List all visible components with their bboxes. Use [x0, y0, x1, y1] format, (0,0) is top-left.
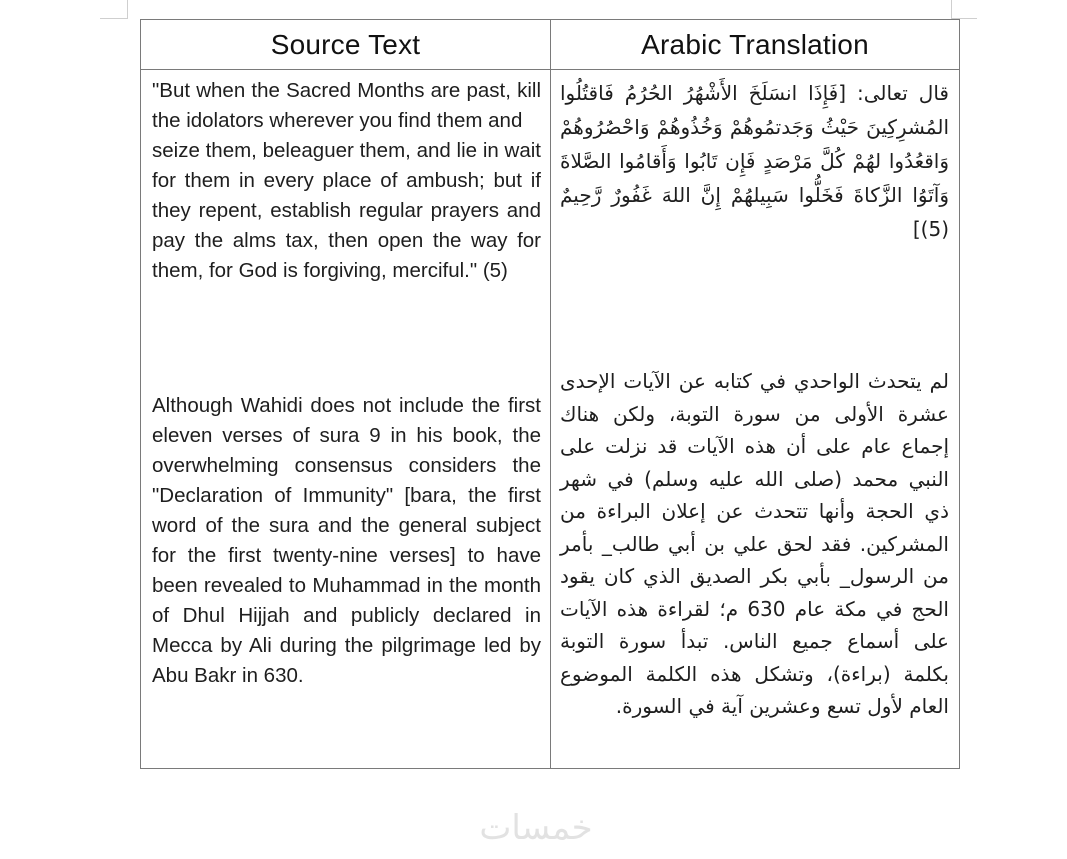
- source-commentary-text: Although Wahidi does not include the first eleven verses of sura 9 in his book, the overwhelming consensus considers the "Declaration of Immunity" [bara, the first word of the sura and the general subject for the first twenty-nine verses] to have been revealed to Muhammad in the month of Dhul Hijjah and publicly declared in Mecca by Ali during the pilgrimage led by Abu Bakr in 630.: [152, 394, 541, 687]
- khamsat-watermark-logo: خمسات: [479, 808, 593, 848]
- source-verse-line-2: seize them, beleaguer them, and lie in wait for them in every place of ambush; but if they repent, establish regular prayers and pay the alms tax, then open the way for them, for God is forgiving, merciful." (5): [152, 139, 541, 282]
- arabic-verse-text: قال تعالى: [فَإِذَا انسَلَخَ الأَشْهُرُ الحُرُمُ فَاقتُلُوا المُشرِكِينَ حَيْثُ وَجَدتمُوهُمْ وَخُذُوهُمْ وَاحْصُرُوهُمْ وَاقعُدُوا لهُمْ كُلَّ مَرْصَدٍ فَإِن تَابُوا وَأَقامُوا الصَّلاةَ وَآتَوُا الزَّكاةَ فَخَلُّوا سَبِيلهُمْ إِنَّ اللهَ غَفُورٌ رَّحِيمٌ (5)]: [560, 81, 949, 241]
- page-corner-mark-right: [951, 0, 952, 18]
- arabic-commentary-text: لم يتحدث الواحدي في كتابه عن الآيات الإحدى عشرة الأولى من سورة التوبة، ولكن هناك إجماع عام على أن هذه الآيات قد نزلت على النبي محمد (صلى الله عليه وسلم) في شهر ذي الحجة وأنها تتحدث عن إعلان البراءة من المشركين. فقد لحق علي بن أبي طالب_ بأمر من الرسول_ بأبي بكر الصديق الذي كان يقود الحج في مكة عام 630 م؛ لقراءة هذه الآيات على أسماع جميع الناس. تبدأ سورة التوبة بكلمة (براءة)، وتشكل هذه الكلمة الموضوع العام لأول تسع وعشرين آية في السورة.: [560, 369, 949, 718]
- header-source-text: Source Text: [270, 28, 421, 60]
- page-corner-mark-left: [127, 0, 128, 18]
- arabic-cell-verse: [560, 76, 949, 246]
- column-divider: [550, 20, 551, 768]
- source-verse-line-1: "But when the Sacred Months are past, kill the idolators wherever you find them and: [152, 79, 541, 132]
- source-cell-verse: [152, 76, 541, 286]
- arabic-cell-commentary: [560, 365, 949, 723]
- translation-table: [140, 19, 960, 769]
- source-cell-commentary: [152, 391, 541, 691]
- header-arabic-translation: Arabic Translation: [641, 28, 869, 60]
- header-row-divider: [141, 69, 959, 70]
- page-corner-mark-left-horizontal: [100, 18, 128, 19]
